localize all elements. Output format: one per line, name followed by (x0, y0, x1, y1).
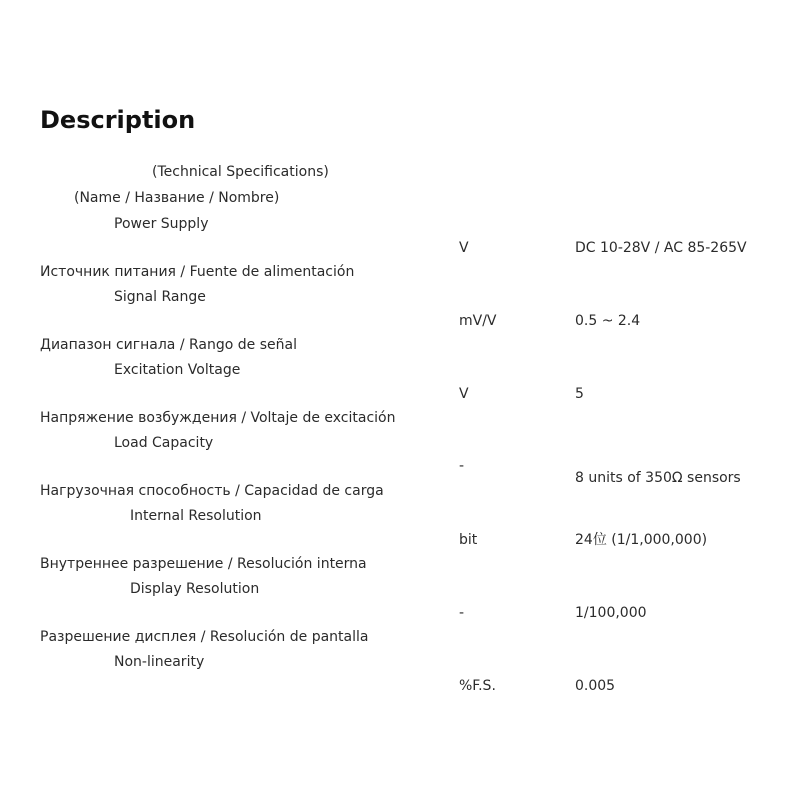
spec-name-ru-es: Диапазон сигнала / Rango de señal (40, 337, 297, 353)
spec-title: (Technical Specifications) (152, 164, 329, 180)
spec-name-en: Non-linearity (114, 654, 205, 670)
spec-unit: - (459, 458, 465, 474)
spec-name-ru-es: Источник питания / Fuente de alimentación (40, 264, 355, 280)
spec-name-ru-es: Внутреннее разрешение / Resolución interna (40, 556, 367, 572)
spec-value: DC 10-28V / AC 85-265V (575, 240, 747, 256)
spec-value: 1/100,000 (575, 605, 647, 621)
spec-value: 5 (575, 386, 584, 402)
spec-unit: - (459, 605, 465, 621)
spec-unit: bit (459, 532, 478, 548)
spec-name-en: Load Capacity (114, 435, 214, 451)
spec-unit: %F.S. (459, 678, 496, 694)
spec-value: 24位 (1/1,000,000) (575, 532, 708, 548)
spec-name-en: Signal Range (114, 289, 206, 305)
spec-name-en: Display Resolution (130, 581, 260, 597)
page-heading: Description (40, 106, 196, 134)
spec-value: 8 units of 350Ω sensors (575, 470, 741, 486)
spec-unit: V (459, 240, 469, 256)
spec-unit: V (459, 386, 469, 402)
spec-name-ru-es: Разрешение дисплея / Resolución de pantalla (40, 629, 369, 645)
spec-unit: mV/V (459, 313, 497, 329)
spec-value: 0.5 ~ 2.4 (575, 313, 641, 329)
spec-name-en: Excitation Voltage (114, 362, 241, 378)
column-header: (Name / Название / Nombre) (74, 190, 280, 206)
spec-name-ru-es: Напряжение возбуждения / Voltaje de excitación (40, 410, 396, 426)
spec-name-en: Internal Resolution (130, 508, 262, 524)
spec-name-en: Power Supply (114, 216, 209, 232)
spec-name-ru-es: Нагрузочная способность / Capacidad de carga (40, 483, 384, 499)
spec-value: 0.005 (575, 678, 616, 694)
